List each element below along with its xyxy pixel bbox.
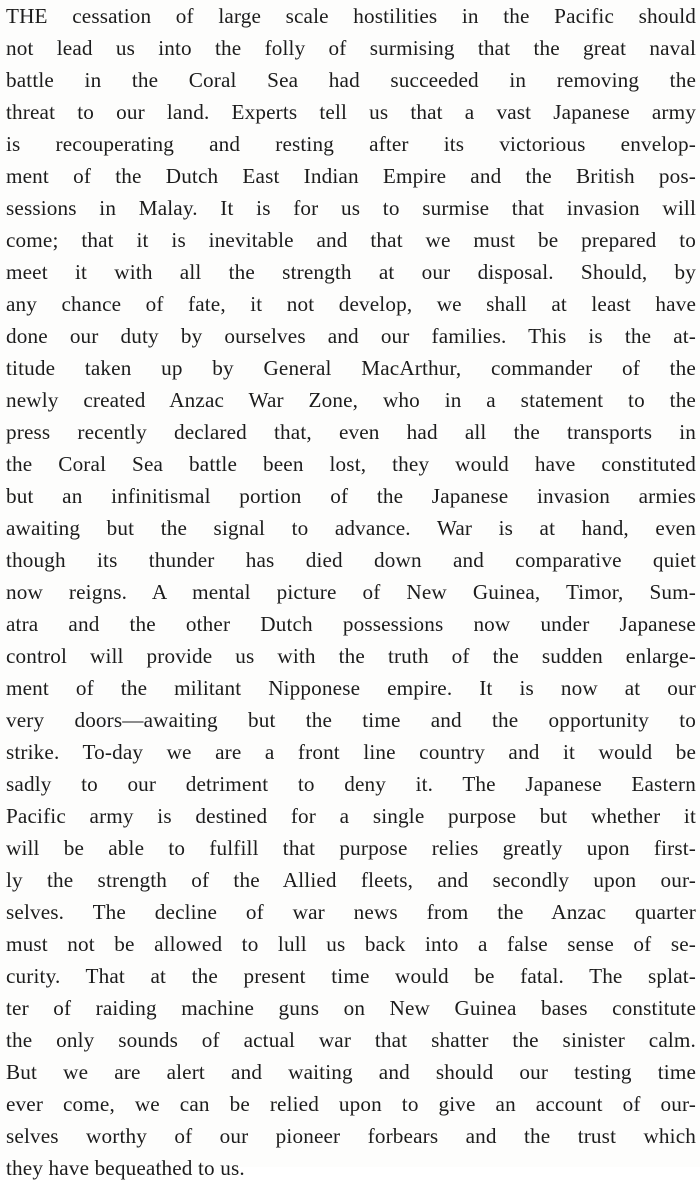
text-line: meet it with all the strength at our disposal. Should, by (6, 260, 696, 284)
text-line: any chance of fate, it not develop, we shall at least have (6, 292, 696, 316)
text-line: Pacific army is destined for a single purpose but whether it (6, 804, 696, 828)
text-line: not lead us into the folly of surmising that the great naval (6, 36, 696, 60)
text-line: newly created Anzac War Zone, who in a statement to the (6, 388, 696, 412)
text-line: they have bequeathed to us. (6, 1156, 245, 1180)
text-line: now reigns. A mental picture of New Guinea, Timor, Sum- (6, 580, 696, 604)
text-line: done our duty by ourselves and our families. This is the at- (6, 324, 696, 348)
text-line: but an infinitismal portion of the Japanese invasion armies (6, 484, 696, 508)
text-line: sadly to our detriment to deny it. The Japanese Eastern (6, 772, 696, 796)
text-line: ter of raiding machine guns on New Guinea bases constitute (6, 996, 696, 1020)
text-line: control will provide us with the truth of the sudden enlarge- (6, 644, 696, 668)
text-line: press recently declared that, even had all the transports in (6, 420, 696, 444)
text-line: THE cessation of large scale hostilities in the Pacific should (6, 4, 696, 28)
text-line: titude taken up by General MacArthur, commander of the (6, 356, 696, 380)
text-line: curity. That at the present time would be fatal. The splat- (6, 964, 696, 988)
text-line: come; that it is inevitable and that we must be prepared to (6, 228, 696, 252)
text-line: ment of the militant Nipponese empire. It is now at our (6, 676, 696, 700)
text-line: will be able to fulfill that purpose relies greatly upon first- (6, 836, 696, 860)
text-line: ever come, we can be relied upon to give an account of our- (6, 1092, 696, 1116)
text-line: though its thunder has died down and comparative quiet (6, 548, 696, 572)
text-line: sessions in Malay. It is for us to surmise that invasion will (6, 196, 696, 220)
text-line: awaiting but the signal to advance. War is at hand, even (6, 516, 696, 540)
text-line: strike. To-day we are a front line country and it would be (6, 740, 696, 764)
text-line: must not be allowed to lull us back into a false sense of se- (6, 932, 696, 956)
article-body (6, 0, 696, 1184)
text-line: atra and the other Dutch possessions now under Japanese (6, 612, 696, 636)
text-line: the Coral Sea battle been lost, they would have constituted (6, 452, 696, 476)
text-line: threat to our land. Experts tell us that a vast Japanese army (6, 100, 696, 124)
text-line: ly the strength of the Allied fleets, and secondly upon our- (6, 868, 696, 892)
text-line: the only sounds of actual war that shatter the sinister calm. (6, 1028, 696, 1052)
text-line: is recouperating and resting after its victorious envelop- (6, 132, 696, 156)
text-line: very doors—awaiting but the time and the opportunity to (6, 708, 696, 732)
text-line: selves. The decline of war news from the Anzac quarter (6, 900, 696, 924)
text-line: selves worthy of our pioneer forbears and the trust which (6, 1124, 696, 1148)
text-line: But we are alert and waiting and should our testing time (6, 1060, 696, 1084)
text-line: ment of the Dutch East Indian Empire and the British pos- (6, 164, 696, 188)
text-line: battle in the Coral Sea had succeeded in removing the (6, 68, 696, 92)
